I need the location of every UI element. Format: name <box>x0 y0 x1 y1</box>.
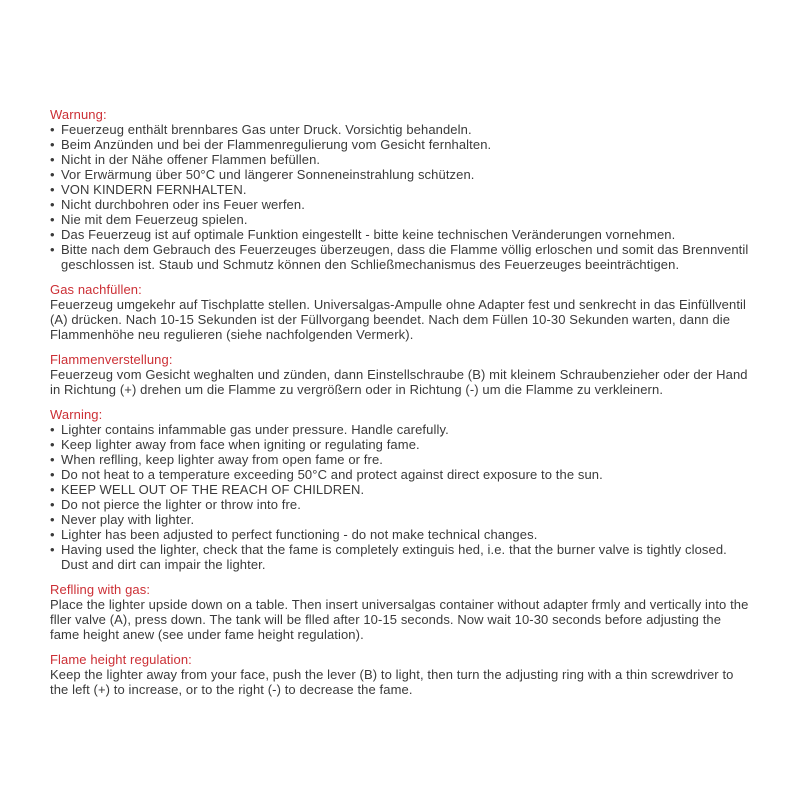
bullet-item <box>50 122 752 137</box>
bullet-text: When reflling, keep lighter away from open fame or fre. <box>61 452 383 467</box>
bullet-item <box>50 482 752 497</box>
section-warnung-de <box>50 107 752 272</box>
bullet-item <box>50 227 752 242</box>
bullet-text: Never play with lighter. <box>61 512 195 527</box>
bullet-text: Lighter has been adjusted to perfect functioning - do not make technical changes. <box>61 527 538 542</box>
bullet-marker: • <box>50 167 55 182</box>
bullet-marker: • <box>50 497 55 512</box>
bullet-text: Bitte nach dem Gebrauch des Feuerzeuges überzeugen, dass die Flamme völlig erloschen und somit das Brennventil geschlossen ist. Staub und Schmutz können den Schließmechanismus des Feuerzeuges beeinträchtigen. <box>61 242 749 272</box>
bullet-item <box>50 497 752 512</box>
bullet-text: Do not pierce the lighter or throw into fre. <box>61 497 301 512</box>
bullet-marker: • <box>50 242 55 257</box>
bullet-marker: • <box>50 467 55 482</box>
bullet-marker: • <box>50 227 55 242</box>
bullet-marker: • <box>50 452 55 467</box>
section-heading-gas-nachfuellen: Gas nachfüllen: <box>50 282 142 297</box>
bullet-item <box>50 242 752 272</box>
bullet-text: Lighter contains infammable gas under pressure. Handle carefully. <box>61 422 449 437</box>
section-warning-en <box>50 407 752 572</box>
bullet-text: Do not heat to a temperature exceeding 50°C and protect against direct exposure to the sun. <box>61 467 603 482</box>
bullet-item <box>50 422 752 437</box>
section-heading-flame-height: Flame height regulation: <box>50 652 192 667</box>
bullet-item <box>50 467 752 482</box>
instruction-leaflet <box>50 107 752 707</box>
bullet-item <box>50 452 752 467</box>
bullet-item <box>50 212 752 227</box>
bullet-marker: • <box>50 197 55 212</box>
bullet-marker: • <box>50 482 55 497</box>
bullet-text: Having used the lighter, check that the fame is completely extinguis hed, i.e. that the burner valve is tightly closed. Dust and dirt can impair the lighter. <box>61 542 727 572</box>
bullet-text: VON KINDERN FERNHALTEN. <box>61 182 247 197</box>
bullet-item <box>50 527 752 542</box>
bullet-marker: • <box>50 512 55 527</box>
bullet-marker: • <box>50 422 55 437</box>
section-heading-warnung: Warnung: <box>50 107 107 122</box>
bullet-marker: • <box>50 182 55 197</box>
section-heading-flammenverstellung: Flammenverstellung: <box>50 352 173 367</box>
bullet-text: Nicht durchbohren oder ins Feuer werfen. <box>61 197 305 212</box>
bullet-text: Beim Anzünden und bei der Flammenregulierung vom Gesicht fernhalten. <box>61 137 492 152</box>
section-paragraph: Feuerzeug umgekehr auf Tischplatte stellen. Universalgas-Ampulle ohne Adapter fest und senkrecht in das Einfüllventil (A) drücken. Nach 10-15 Sekunden ist der Füllvorgang beendet. Nach dem Füllen 10-30 Sekunden warten, dann die Flammenhöhe neu regulieren (siehe nachfolgenden Vermerk). <box>50 297 747 342</box>
bullet-item <box>50 167 752 182</box>
section-gas-nachfuellen <box>50 282 752 342</box>
section-flame-height-regulation <box>50 652 752 697</box>
bullet-text: Nicht in der Nähe offener Flammen befüllen. <box>61 152 321 167</box>
bullet-item <box>50 512 752 527</box>
section-heading-warning: Warning: <box>50 407 103 422</box>
bullet-text: KEEP WELL OUT OF THE REACH OF CHILDREN. <box>61 482 365 497</box>
bullet-item <box>50 437 752 452</box>
section-flammenverstellung <box>50 352 752 397</box>
bullet-marker: • <box>50 437 55 452</box>
bullet-marker: • <box>50 527 55 542</box>
bullet-text: Feuerzeug enthält brennbares Gas unter Druck. Vorsichtig behandeln. <box>61 122 472 137</box>
bullet-marker: • <box>50 152 55 167</box>
bullet-marker: • <box>50 542 55 557</box>
bullet-item <box>50 152 752 167</box>
bullet-text: Keep lighter away from face when igniting or regulating fame. <box>61 437 420 452</box>
bullet-text: Vor Erwärmung über 50°C und längerer Sonneneinstrahlung schützen. <box>61 167 475 182</box>
bullet-text: Das Feuerzeug ist auf optimale Funktion eingestellt - bitte keine technischen Veränderungen vornehmen. <box>61 227 676 242</box>
section-paragraph: Keep the lighter away from your face, push the lever (B) to light, then turn the adjusting ring with a thin screwdriver to the left (+) to increase, or to the right (-) to decrease the fame. <box>50 667 734 697</box>
section-paragraph: Place the lighter upside down on a table. Then insert universalgas container without adapter frmly and vertically into the fller valve (A), press down. The tank will be flled after 10-15 seconds. Now wait 10-30 seconds before adjusting the fame height anew (see under fame height regulation). <box>50 597 749 642</box>
section-heading-refilling: Reflling with gas: <box>50 582 151 597</box>
bullet-marker: • <box>50 137 55 152</box>
bullet-marker: • <box>50 122 55 137</box>
section-paragraph: Feuerzeug vom Gesicht weghalten und zünden, dann Einstellschraube (B) mit kleinem Schraubenzieher oder der Hand in Richtung (+) drehen um die Flamme zu vergrößern oder in Richtung (-) um die Flamme zu verkleinern. <box>50 367 748 397</box>
bullet-item <box>50 137 752 152</box>
bullet-item <box>50 542 752 572</box>
bullet-text: Nie mit dem Feuerzeug spielen. <box>61 212 248 227</box>
bullet-marker: • <box>50 212 55 227</box>
bullet-item <box>50 197 752 212</box>
section-refilling-with-gas <box>50 582 752 642</box>
bullet-item <box>50 182 752 197</box>
